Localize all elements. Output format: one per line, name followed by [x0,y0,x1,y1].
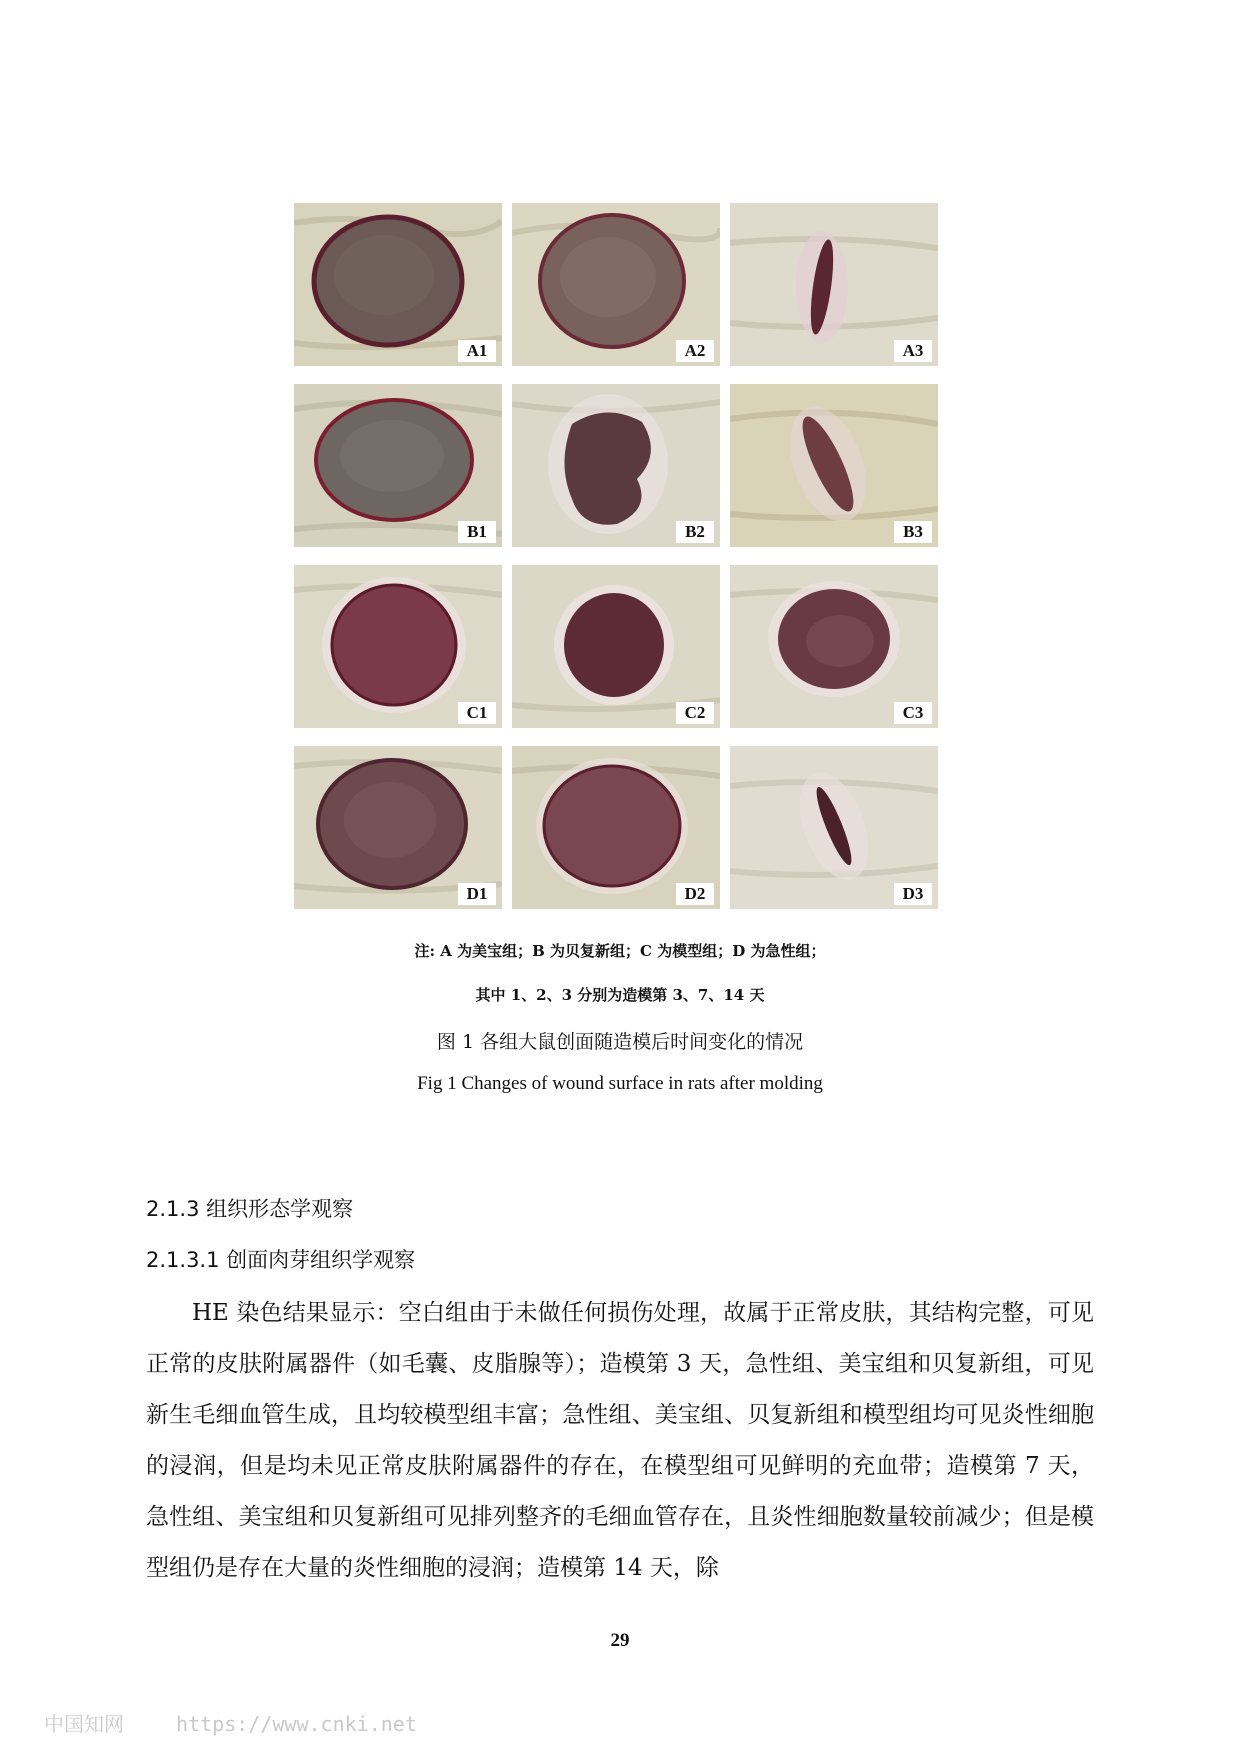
body-paragraph: HE 染色结果显示：空白组由于未做任何损伤处理，故属于正常皮肤，其结构完整，可见正常的皮肤附属器件（如毛囊、皮脂腺等）；造模第 3 天，急性组、美宝组和贝复新组，可见新生毛细血管生成，且均较模型组丰富；急性组、美宝组、贝复新组和模型组均可见炎性细胞的浸润，但是均未见正常皮肤附属器件的存在，在模型组可见鲜明的充血带；造模第 7 天，急性组、美宝组和贝复新组可见排列整齐的毛细血管存在，且炎性细胞数量较前减少；但是模型组仍是存在大量的炎性细胞的浸润；造模第 14 天，除 [146,1300,1094,1581]
panel-d1 [294,746,502,909]
figure-caption-cn: 图 1 各组大鼠创面随造模后时间变化的情况 [436,1031,804,1053]
panel-a1 [294,203,502,366]
panel-c3 [730,565,938,728]
panel-a2 [512,203,720,366]
panel-label: B1 [458,521,496,543]
page-number: 29 [610,1630,630,1651]
watermark-url: https://www.cnki.net [176,1712,417,1736]
panel-label: A2 [676,340,714,362]
panel-b2 [512,384,720,547]
panel-label: A1 [458,340,496,362]
wound-figure [294,203,950,911]
panel-label: D3 [894,883,932,905]
panel-label: B2 [676,521,714,543]
panel-a3 [730,203,938,366]
figure-caption-en: Fig 1 Changes of wound surface in rats after molding [417,1073,823,1094]
panel-d3 [730,746,938,909]
watermark-site: 中国知网 [44,1712,124,1736]
watermark [44,1708,417,1737]
panel-label: B3 [894,521,932,543]
panel-label: C2 [676,702,714,724]
panel-b1 [294,384,502,547]
panel-b3 [730,384,938,547]
panel-c1 [294,565,502,728]
panel-label: A3 [894,340,932,362]
panel-d2 [512,746,720,909]
section-heading: 2.1.3 组织形态学观察 [146,1197,354,1221]
panel-label: C3 [894,702,932,724]
figure-note-line-1: 注: A 为美宝组；B 为贝复新组；C 为模型组；D 为急性组； [414,942,826,960]
panel-label: C1 [458,702,496,724]
panel-c2 [512,565,720,728]
panel-label: D2 [676,883,714,905]
panel-label: D1 [458,883,496,905]
subsection-heading: 2.1.3.1 创面肉芽组织学观察 [146,1248,416,1272]
figure-note-line-2: 其中 1、2、3 分别为造模第 3、7、14 天 [475,986,765,1004]
